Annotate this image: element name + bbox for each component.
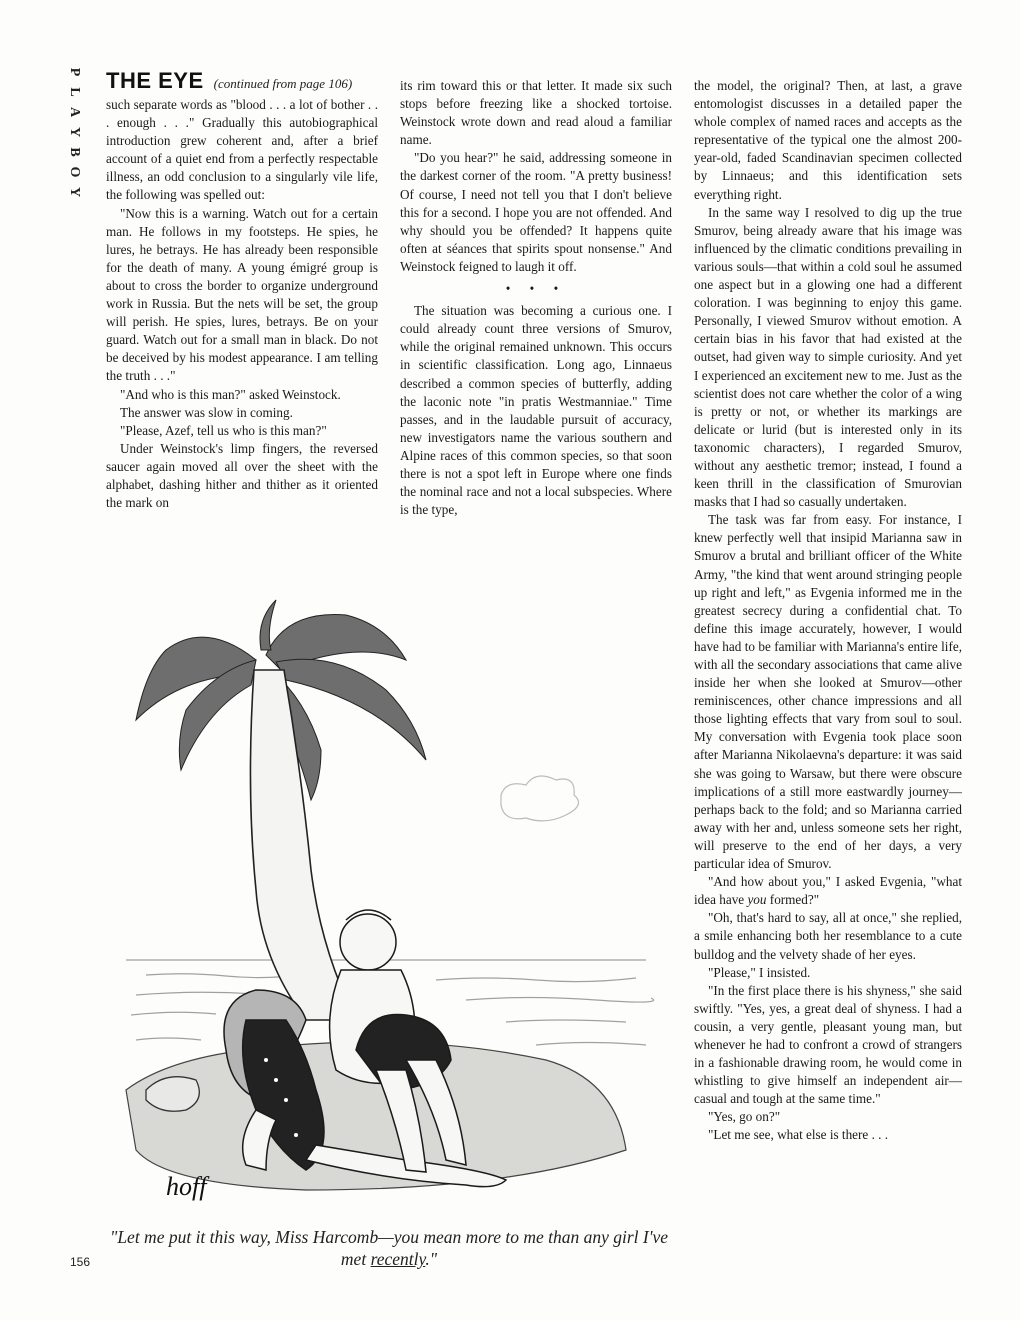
paragraph: Under Weinstock's limp fingers, the reversed saucer again moved all over the sheet with the alphabet, dashing hither and thither as it oriented the mark on <box>106 440 378 511</box>
paragraph: The situation was becoming a curious one. I could already count three versions of Smurov, while the original remained unknown. This occurs in scientific classification. Long ago, Linnaeus described a common species of butterfly, adding the laconic note "in pratis Westmanniae." Time passes, and in the laudable pursuit of accuracy, new investigators name the various southern and Alpine races of this common species, so that soon there is not a spot left in Europe where one finds the nominal race and not a local subspecies. Where is the type, <box>400 303 672 518</box>
paragraph: "In the first place there is his shyness," she said swiftly. "Yes, yes, a great deal of shyness. I had a cousin, a very gentle, pleasant young man, but whenever he had to confront a crowd of strangers in a fashionable drawing room, he would come in whistling to give himself an independent air—casual and tough at the same time." <box>694 982 962 1107</box>
text-column-1 <box>106 96 378 512</box>
paragraph: "And how about you," I asked Evgenia, "what idea have you formed?" <box>694 874 962 908</box>
paragraph: "Oh, that's hard to say, all at once," she replied, a smile enhancing both her resemblance to a cute bulldog and the velvety shade of her eyes. <box>694 910 962 962</box>
section-break: • • • <box>505 281 567 297</box>
cartoon-illustration <box>106 590 672 1210</box>
paragraph: such separate words as "blood . . . a lot of bother . . . enough . . ." Gradually this autobiographical introduction grew coherent and, after a brief account of a quiet end from a perfectly respectable illness, an odd conclusion to a singularly vile life, the following was spelled out: <box>106 97 378 203</box>
paragraph: its rim toward this or that letter. It made six such stops before freezing like a shocked tortoise. Weinstock wrote down and read aloud a familiar name. <box>400 78 672 148</box>
article-title: THE EYE <box>106 68 204 93</box>
paragraph: the model, the original? Then, at last, a grave entomologist discusses in a detailed paper the whole complex of named races and accepts as the representative of the typical one the almost 200-year-old, faded Scandinavian specimen collected by Linnaeus; and this identification sets everything right. <box>694 78 962 202</box>
playboy-masthead: P L A Y B O Y <box>67 67 82 198</box>
continued-note: (continued from page 106) <box>213 76 353 91</box>
cartoon-caption: "Let me put it this way, Miss Harcomb—you mean more to me than any girl I've met recently." <box>109 1227 669 1269</box>
cartoonist-signature: hoff <box>166 1172 207 1201</box>
paragraph: In the same way I resolved to dig up the true Smurov, being already aware that his image was influenced by the climatic conditions prevailing in various souls—that within a cold soul he assumed one aspect but in a glowing one had a different coloration. I was beginning to enjoy this game. Personally, I viewed Smurov without emotion. A certain bias in his favor that had existed at the outset, had given way to simple curiosity. And yet I experienced an excitement new to me. Just as the scientist does not care whether the color of a wing is pretty or not, or whether its markings are delicate or lurid (but is interested only in its taxonomic characters), I regarded Smurov, without any aesthetic tremor; instead, I found a keen thrill in the classification of Smurovian masks that I had so casually undertaken. <box>694 204 962 510</box>
cloud-doodle <box>501 776 579 821</box>
text-column-2 <box>400 77 672 519</box>
page-number: 156 <box>70 1255 91 1269</box>
article-header <box>106 68 406 94</box>
paragraph: The task was far from easy. For instance, I knew perfectly well that insipid Marianna saw in Smurov a brutal and brilliant officer of the White Army, "the kind that went around stringing people up right and left," as Evgenia informed me in the greatest secrecy during a confidential chat. To define this image accurately, however, I would have had to be familiar with Marianna's entire life, with all the secondary associations that came alive inside her when she looked at Smurov—other reminiscences, other chance impressions and all those lighting effects that vary from soul to soul. My conversation with Evgenia took place soon after Marianna Nikolaevna's departure: it was said she was going to Warsaw, but there were obscure implications of a still more eastwardly journey—perhaps back to the fold; and so Marianna carried away with her and, unless someone sets her right, will preserve to the end of her days, a very particular idea of Smurov. <box>694 512 962 872</box>
paragraph: "Yes, go on?" <box>708 1109 781 1125</box>
paragraph: "Now this is a warning. Watch out for a certain man. He follows in my footsteps. He spies, he lures, he betrays. He has already been responsible for the death of many. A young émigré group is about to cross the border to organize underground work in Russia. But the nets will be set, the group will perish. He spies, lures, betrays. Be on your guard. Watch out for a small man in black. Do not be deceived by his modest appearance. I am telling the truth . . ." <box>106 205 378 384</box>
paragraph: "And who is this man?" asked Weinstock. <box>120 386 341 402</box>
paragraph: "Please," I insisted. <box>708 964 811 980</box>
text-column-3 <box>694 77 962 1145</box>
paragraph: "Please, Azef, tell us who is this man?" <box>120 422 327 438</box>
paragraph: "Do you hear?" he said, addressing someone in the darkest corner of the room. "A pretty business! Of course, I need not tell you that I don't believe this for a second. I hope you are not offended. And why should you be offended? It happens quite often at séances that spirits spout nonsense." And Weinstock feigned to laugh it off. <box>400 150 672 274</box>
paragraph: The answer was slow in coming. <box>120 404 293 420</box>
paragraph: "Let me see, what else is there . . . <box>708 1127 889 1143</box>
